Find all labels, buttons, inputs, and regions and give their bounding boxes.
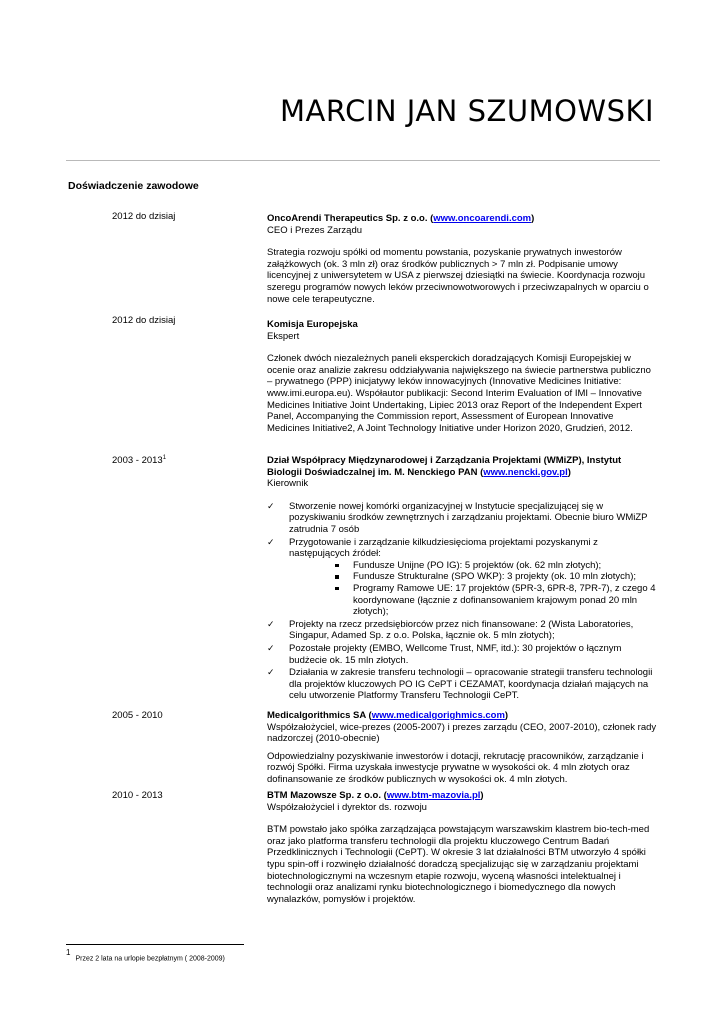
entry-org: OncoArendi Therapeutics Sp. z o.o. (www.oncoarendi.com) <box>267 213 535 224</box>
entry-org: BTM Mazowsze Sp. z o.o. (www.btm-mazovia.pl) <box>267 790 484 801</box>
entry-komisja <box>267 319 657 434</box>
cv-name: MARCIN JAN SZUMOWSKI <box>280 94 655 128</box>
entry-role: Ekspert <box>267 330 300 342</box>
list-item: ✓ Pozostałe projekty (EMBO, Wellcome Trust, NMF, itd.): 30 projektów o łącznym budżecie ok. 15 mln złotych. <box>267 642 622 666</box>
list-item: ✓ Przygotowanie i zarządzanie kilkudziesięcioma projektami pozyskanymi z następujących źródeł: Fundusze Unijne (PO IG): 5 projektów (ok. 62 mln złotych); Fundusze Strukturalne (SPO WKP): 3 projekty (ok. 10 mln złotych); Programy Ramowe UE: 17 projektów (5PR-3, 6PR-8, 7PR-7), z czego 4 koordynowane (łącznie z dofinansowaniem krajowym ponad 20 mln złotych); <box>267 536 656 618</box>
checkmark-icon: ✓ <box>267 536 275 547</box>
entry-date: 2012 do dzisiaj <box>112 211 176 222</box>
entry-oncoarendi <box>267 213 657 305</box>
square-bullet-icon <box>335 564 339 568</box>
list-item: ✓ Stworzenie nowej komórki organizacyjnej w Instytucie specjalizującej się w pozyskiwaniu środków zewnętrznych i zarządzaniu projektami. Obecnie biuro WMiZP zatrudnia 7 osób <box>267 500 648 535</box>
entry-link[interactable]: www.medicalgorighmics.com <box>371 710 505 721</box>
achievement-list <box>267 501 657 702</box>
entry-description: BTM powstało jako spółka zarządzająca powstającym warszawskim klastrem bio-tech-med oraz jako platforma transferu technologii dla projektu kluczowego Centrum Badań Przedklinicznych i Technologii (CePT). W okresie 3 lat działalności BTM utworzyło 4 spółki typu spin-off i rozwinęło działalność doradczą specjalizując się w zarządzaniu projektami biotechnologicznymi na wczesnym etapie rozwoju, wyceną własności intelektualnej i technologii oraz analizami rynku biotechnologicznego i biomedycznego dla nowych wynalazków, pomysłów i projektów. <box>267 824 650 905</box>
entry-link[interactable]: www.nencki.gov.pl <box>483 466 568 478</box>
entry-link[interactable]: www.oncoarendi.com <box>433 213 532 224</box>
checkmark-icon: ✓ <box>267 618 275 629</box>
sub-list-item: Programy Ramowe UE: 17 projektów (5PR-3, 6PR-8, 7PR-7), z czego 4 koordynowane (łącznie z dofinansowaniem krajowym ponad 20 mln złotych); <box>335 583 657 618</box>
footnote-divider <box>66 944 244 945</box>
checkmark-icon: ✓ <box>267 642 275 653</box>
entry-nencki <box>267 455 657 703</box>
square-bullet-icon <box>335 575 339 579</box>
checkmark-icon: ✓ <box>267 500 275 511</box>
section-title: Doświadczenie zawodowe <box>68 180 199 192</box>
entry-date: 2012 do dzisiaj <box>112 315 176 326</box>
square-bullet-icon <box>335 587 339 591</box>
entry-btm <box>267 790 657 905</box>
entry-description: Odpowiedzialny pozyskiwanie inwestorów i dotacji, rekrutację pracowników, zarządzanie i rozwój Spółki. Firma uzyskała inwestycje prywatne w wysokości ok. 4 mln złotych oraz dofinansowanie ze środków publicznych w wysokości ok. 4 mln złotych. <box>267 750 644 785</box>
entry-role: Współzałożyciel, wice-prezes (2005-2007) i prezes zarządu (CEO, 2007-2010), członek rady nadzorczej (2010-obecnie) <box>267 721 657 745</box>
entry-description: Członek dwóch niezależnych paneli eksperckich doradzających Komisji Europejskiej w ocenie oraz analizie zakresu oddziaływania największego na świecie partnerstwa publiczno – prywatnego (PPP) inicjatywy leków innowacyjnych (Innovative Medicines Initiative: www.imi.europa.eu). Współautor publikacji: Second Interim Evaluation of IMI – Innovative Medicines Initiative Joint Undertaking, Lipiec 2013 oraz Report of the Independent Expert Panel, Accompanying the Commission report, Assessment of European Innovative Medicines Initiative2, A Joint Technology Initiative under Horizon 2020, Grudzień, 2012. <box>267 353 651 434</box>
sub-list <box>289 560 657 618</box>
entry-link[interactable]: www.btm-mazovia.pl <box>386 790 481 801</box>
footnote-ref: 1 <box>162 455 167 461</box>
entry-medicalgorithmics <box>267 710 657 786</box>
entry-date: 2003 - 2013$^1$ <box>112 455 167 467</box>
list-item: ✓ Działania w zakresie transferu technologii – opracowanie strategii transferu technologii dla projektów kluczowych PO IG CePT i CEZAMAT, koordynacja działań mających na celu utworzenie Platformy Transferu Technologii CePT. <box>267 667 653 702</box>
entry-role: Współzałożyciel i dyrektor ds. rozwoju <box>267 801 427 813</box>
sub-list-item: Fundusze Unijne (PO IG): 5 projektów (ok. 62 mln złotych); <box>335 560 657 572</box>
sub-list-item: Fundusze Strukturalne (SPO WKP): 3 projekty (ok. 10 mln złotych); <box>335 571 657 583</box>
entry-date: 2005 - 2010 <box>112 710 163 721</box>
footnote: $^1$Przez 2 lata na urlopie bezpłatnym ( 2008-2009) <box>66 948 225 963</box>
entry-org: Medicalgorithmics SA (www.medicalgorighmics.com) <box>267 710 509 721</box>
header-divider <box>66 160 660 161</box>
entry-role: Kierownik <box>267 478 309 490</box>
entry-date: 2010 - 2013 <box>112 790 163 801</box>
list-item: ✓ Projekty na rzecz przedsiębiorców przez nich finansowane: 2 (Wista Laboratories, Singapur, Adamed Sp. z o.o. Polska, łącznie ok. 5 mln złotych); <box>267 618 634 642</box>
entry-role: CEO i Prezes Zarządu <box>267 224 363 236</box>
entry-org: Dział Współpracy Międzynarodowej i Zarządzania Projektami (WMiZP), Instytut Biologii Doświadczalnej im. M. Nenckiego PAN (www.nencki.gov.pl) <box>267 455 622 478</box>
entry-org: Komisja Europejska <box>267 319 358 330</box>
entry-description: Strategia rozwoju spółki od momentu powstania, pozyskanie prywatnych inwestorów załążkowych (ok. 3 mln zł) oraz środków publicznych > 7 mln zł. Podpisanie umowy licencyjnej z uniwersytetem w USA z pierwszej dziesiątki na świecie. Koordynacja rozwoju szeregu programów nowych leków przeciwnowotworowych i przeciwzapalnych w oparciu o nowe cele terapeutyczne. <box>267 247 649 305</box>
checkmark-icon: ✓ <box>267 667 275 678</box>
